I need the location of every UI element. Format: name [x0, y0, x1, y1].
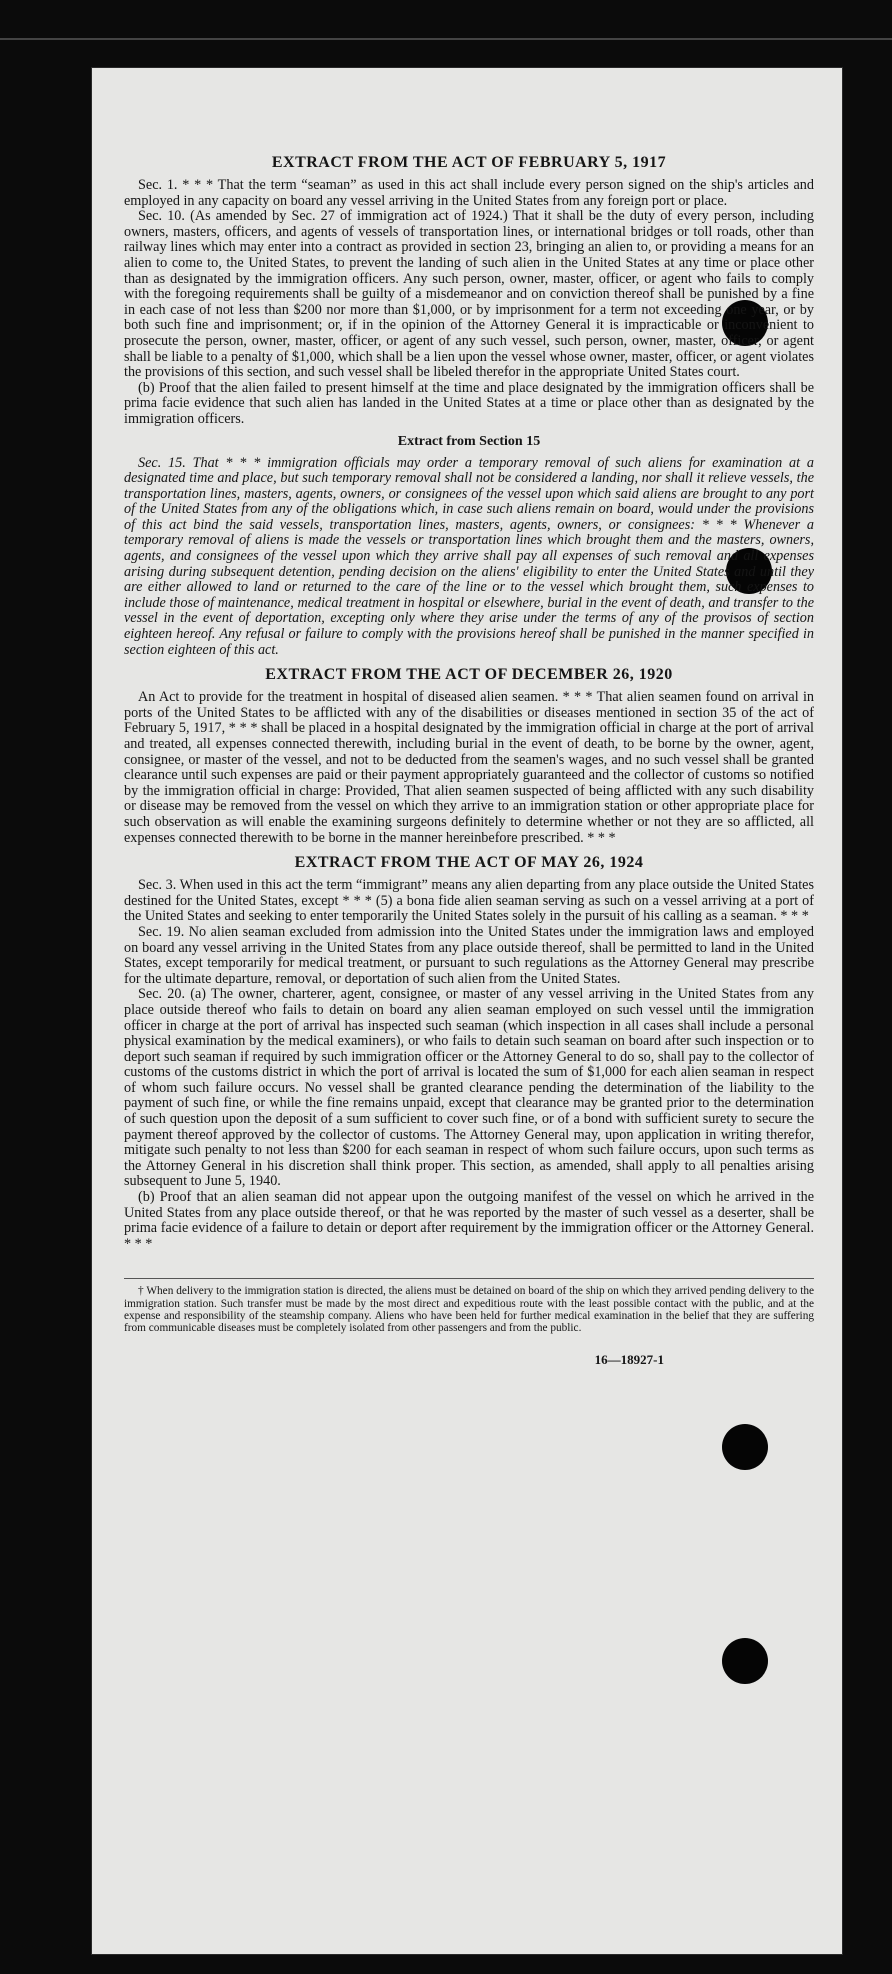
- paragraph-1920: An Act to provide for the treatment in hospital of diseased alien seamen. * * * That alien seamen found on arrival in ports of the United States to be afflicted with any of the disabilities or diseases mentioned in section 35 of the act of February 5, 1917, * * * shall be placed in a hospital designated by the immigration official in charge at the port of arrival and treated, all expenses connected therewith, including burial in the event of death, to be borne by the owner, agent, consignee, or master of the vessel, and not to be deducted from the seamen's wages, and no such vessel shall be granted clearance until such expenses are paid or their payment appropriately guaranteed and the collector of customs so notified by the immigration official in charge: Provided, That alien seamen suspected of being afflicted with any such disability or disease may be removed from the vessel on which they arrive to an immigration station or other appropriate place for such observation as will enable the examining surgeons definitely to determine whether or not they are so afflicted, all expenses connected therewith to be borne in the manner hereinbefore prescribed. * * *: [124, 689, 814, 846]
- document-number: 16—18927-1: [594, 1352, 664, 1368]
- punch-hole: [722, 1424, 768, 1470]
- heading-act-1920: EXTRACT FROM THE ACT OF DECEMBER 26, 1920: [265, 666, 673, 684]
- paragraph-sec1: Sec. 1. * * * That the term “seaman” as used in this act shall include every person signed on the ship's articles and employed in any capacity on board any vessel arriving in the United States from any foreign port or place.: [124, 177, 814, 209]
- paragraph-sec19: Sec. 19. No alien seaman excluded from admission into the United States under the immigration laws and employed on board any vessel arriving in the United States from any place outside thereof, shall be permitted to land in the United States, except temporarily for medical treatment, or pursuant to such regulations as the Attorney General may prescribe for the ultimate departure, removal, or deportation of such alien from the United States.: [124, 923, 814, 987]
- scanner-edge: [0, 38, 892, 40]
- paragraph-sec3: Sec. 3. When used in this act the term “immigrant” means any alien departing from any place outside the United States destined for the United States, except * * * (5) a bona fide alien seaman serving as such on a vessel arriving at a port of the United States and seeking to enter temporarily the United States solely in the pursuit of his calling as a seaman. * * *: [124, 877, 814, 925]
- heading-act-1924: EXTRACT FROM THE ACT OF MAY 26, 1924: [294, 854, 644, 872]
- document-body: [124, 154, 814, 1368]
- paragraph-sec20b: (b) Proof that an alien seaman did not appear upon the outgoing manifest of the vessel on which he arrived in the United States from any place outside thereof, or that he was reported by the master of such vessel as a deserter, shall be prima facie evidence of a failure to detain or deport after requirement by the immigration officer or the Attorney General. * * *: [124, 1189, 814, 1252]
- document-page: [92, 68, 842, 1954]
- heading-section-15: Extract from Section 15: [397, 433, 541, 449]
- punch-hole: [722, 1638, 768, 1684]
- heading-act-1917: EXTRACT FROM THE ACT OF FEBRUARY 5, 1917: [271, 154, 667, 171]
- paragraph-sec20a: Sec. 20. (a) The owner, charterer, agent, consignee, or master of any vessel arriving in the United States from any place outside thereof who fails to detain on board any alien seaman employed on such vessel until the immigration officer in charge at the port of arrival has inspected such seaman (which inspection in all cases shall include a personal physical examination by the medical examiners), or who fails to detain such seaman on board after such inspection or to deport such seaman if required by such immigration officer or the Attorney General to do so, shall pay to the collector of customs of the customs district in which the port of arrival is located the sum of $1,000 for each alien seaman in respect of whom such failure occurs. No vessel shall be granted clearance pending the determination of the liability to the payment of such fine, or while the fine remains unpaid, except that clearance may be granted prior to the determination of such question upon the deposit of a sum sufficient to cover such fine, or of a bond with sufficient surety to secure the payment thereof approved by the collector of customs. The Attorney General may, upon application in writing therefor, mitigate such penalty to not less than $200 for each seaman in respect of whom such failure occurs, upon such terms as the Attorney General in his discretion shall think proper. This section, as amended, shall apply to all penalties arising subsequent to June 5, 1940.: [124, 986, 814, 1190]
- paragraph-sec15: Sec. 15. That * * * immigration officials may order a temporary removal of such aliens for examination at a designated time and place, but such temporary removal shall not be considered a landing, nor shall it relieve vessels, the transportation lines, masters, agents, owners, or consignees of the vessel upon which said aliens are brought to any port of the United States from any of the obligations which, in case such aliens remain on board, would under the provisions of this act bind the said vessels, transportation lines, masters, agents, owners, or consignees: * * * Whenever a temporary removal of aliens is made the vessels or transportation lines which brought them and the masters, owners, agents, and consignees of the vessel upon which they arrive shall pay all expenses of such removal and all expenses arising during subsequent detention, pending decision on the aliens' eligibility to enter the United States and until they are either allowed to land or returned to the care of the line or to the vessel which brought them, such expenses to include those of maintenance, medical treatment in hospital or elsewhere, burial in the event of death, and transfer to the vessel in the event of deportation, excepting only where they arise under the terms of any of the provisos of section eighteen hereof. Any refusal or failure to comply with the provisions hereof shall be punished in the manner specified in section eighteen of this act.: [124, 454, 814, 658]
- footnote-block: [124, 1270, 814, 1334]
- paragraph-sec10b: (b) Proof that the alien failed to present himself at the time and place designated by the immigration officers shall be prima facie evidence that such alien has landed in the United States at a time or place other than as designated by the immigration officers.: [124, 379, 814, 427]
- footnote: † When delivery to the immigration station is directed, the aliens must be detained on board of the ship on which they arrived pending delivery to the immigration station. Such transfer must be made by the most direct and expeditious route with the least possible contact with the public, and at the expense and responsibility of the steamship company. Aliens who have been held for further medical examination in the belief that they are suffering from communicable diseases must be completely isolated from other passengers and from the public.: [124, 1285, 814, 1335]
- paragraph-sec10: Sec. 10. (As amended by Sec. 27 of immigration act of 1924.) That it shall be the duty of every person, including owners, masters, officers, and agents of vessels of transportation lines, or international bridges or toll roads, other than railway lines which may enter into a contract as provided in section 23, bringing an alien to, or providing a means for an alien to come to, the United States, to prevent the landing of such alien in the United States at any time or place other than as designated by the immigration officers. Any such person, owner, master, officer, or agent who fails to comply with the foregoing requirements shall be guilty of a misdemeanor and on conviction thereof shall be punished by a fine in each case of not less than $200 nor more than $1,000, or by imprisonment for a term not exceeding one year, or by both such fine and imprisonment; or, if in the opinion of the Attorney General it is impracticable or inconvenient to prosecute the person, owner, master, officer, or agent of any such vessel, such person, owner, master, officer, or agent shall be liable to a penalty of $1,000, which shall be a lien upon the vessel whose owner, master, officer, or agent violates the provisions of this section, and such vessel shall be libeled therefor in the appropriate United States court.: [124, 208, 814, 381]
- footnote-divider: [124, 1278, 814, 1279]
